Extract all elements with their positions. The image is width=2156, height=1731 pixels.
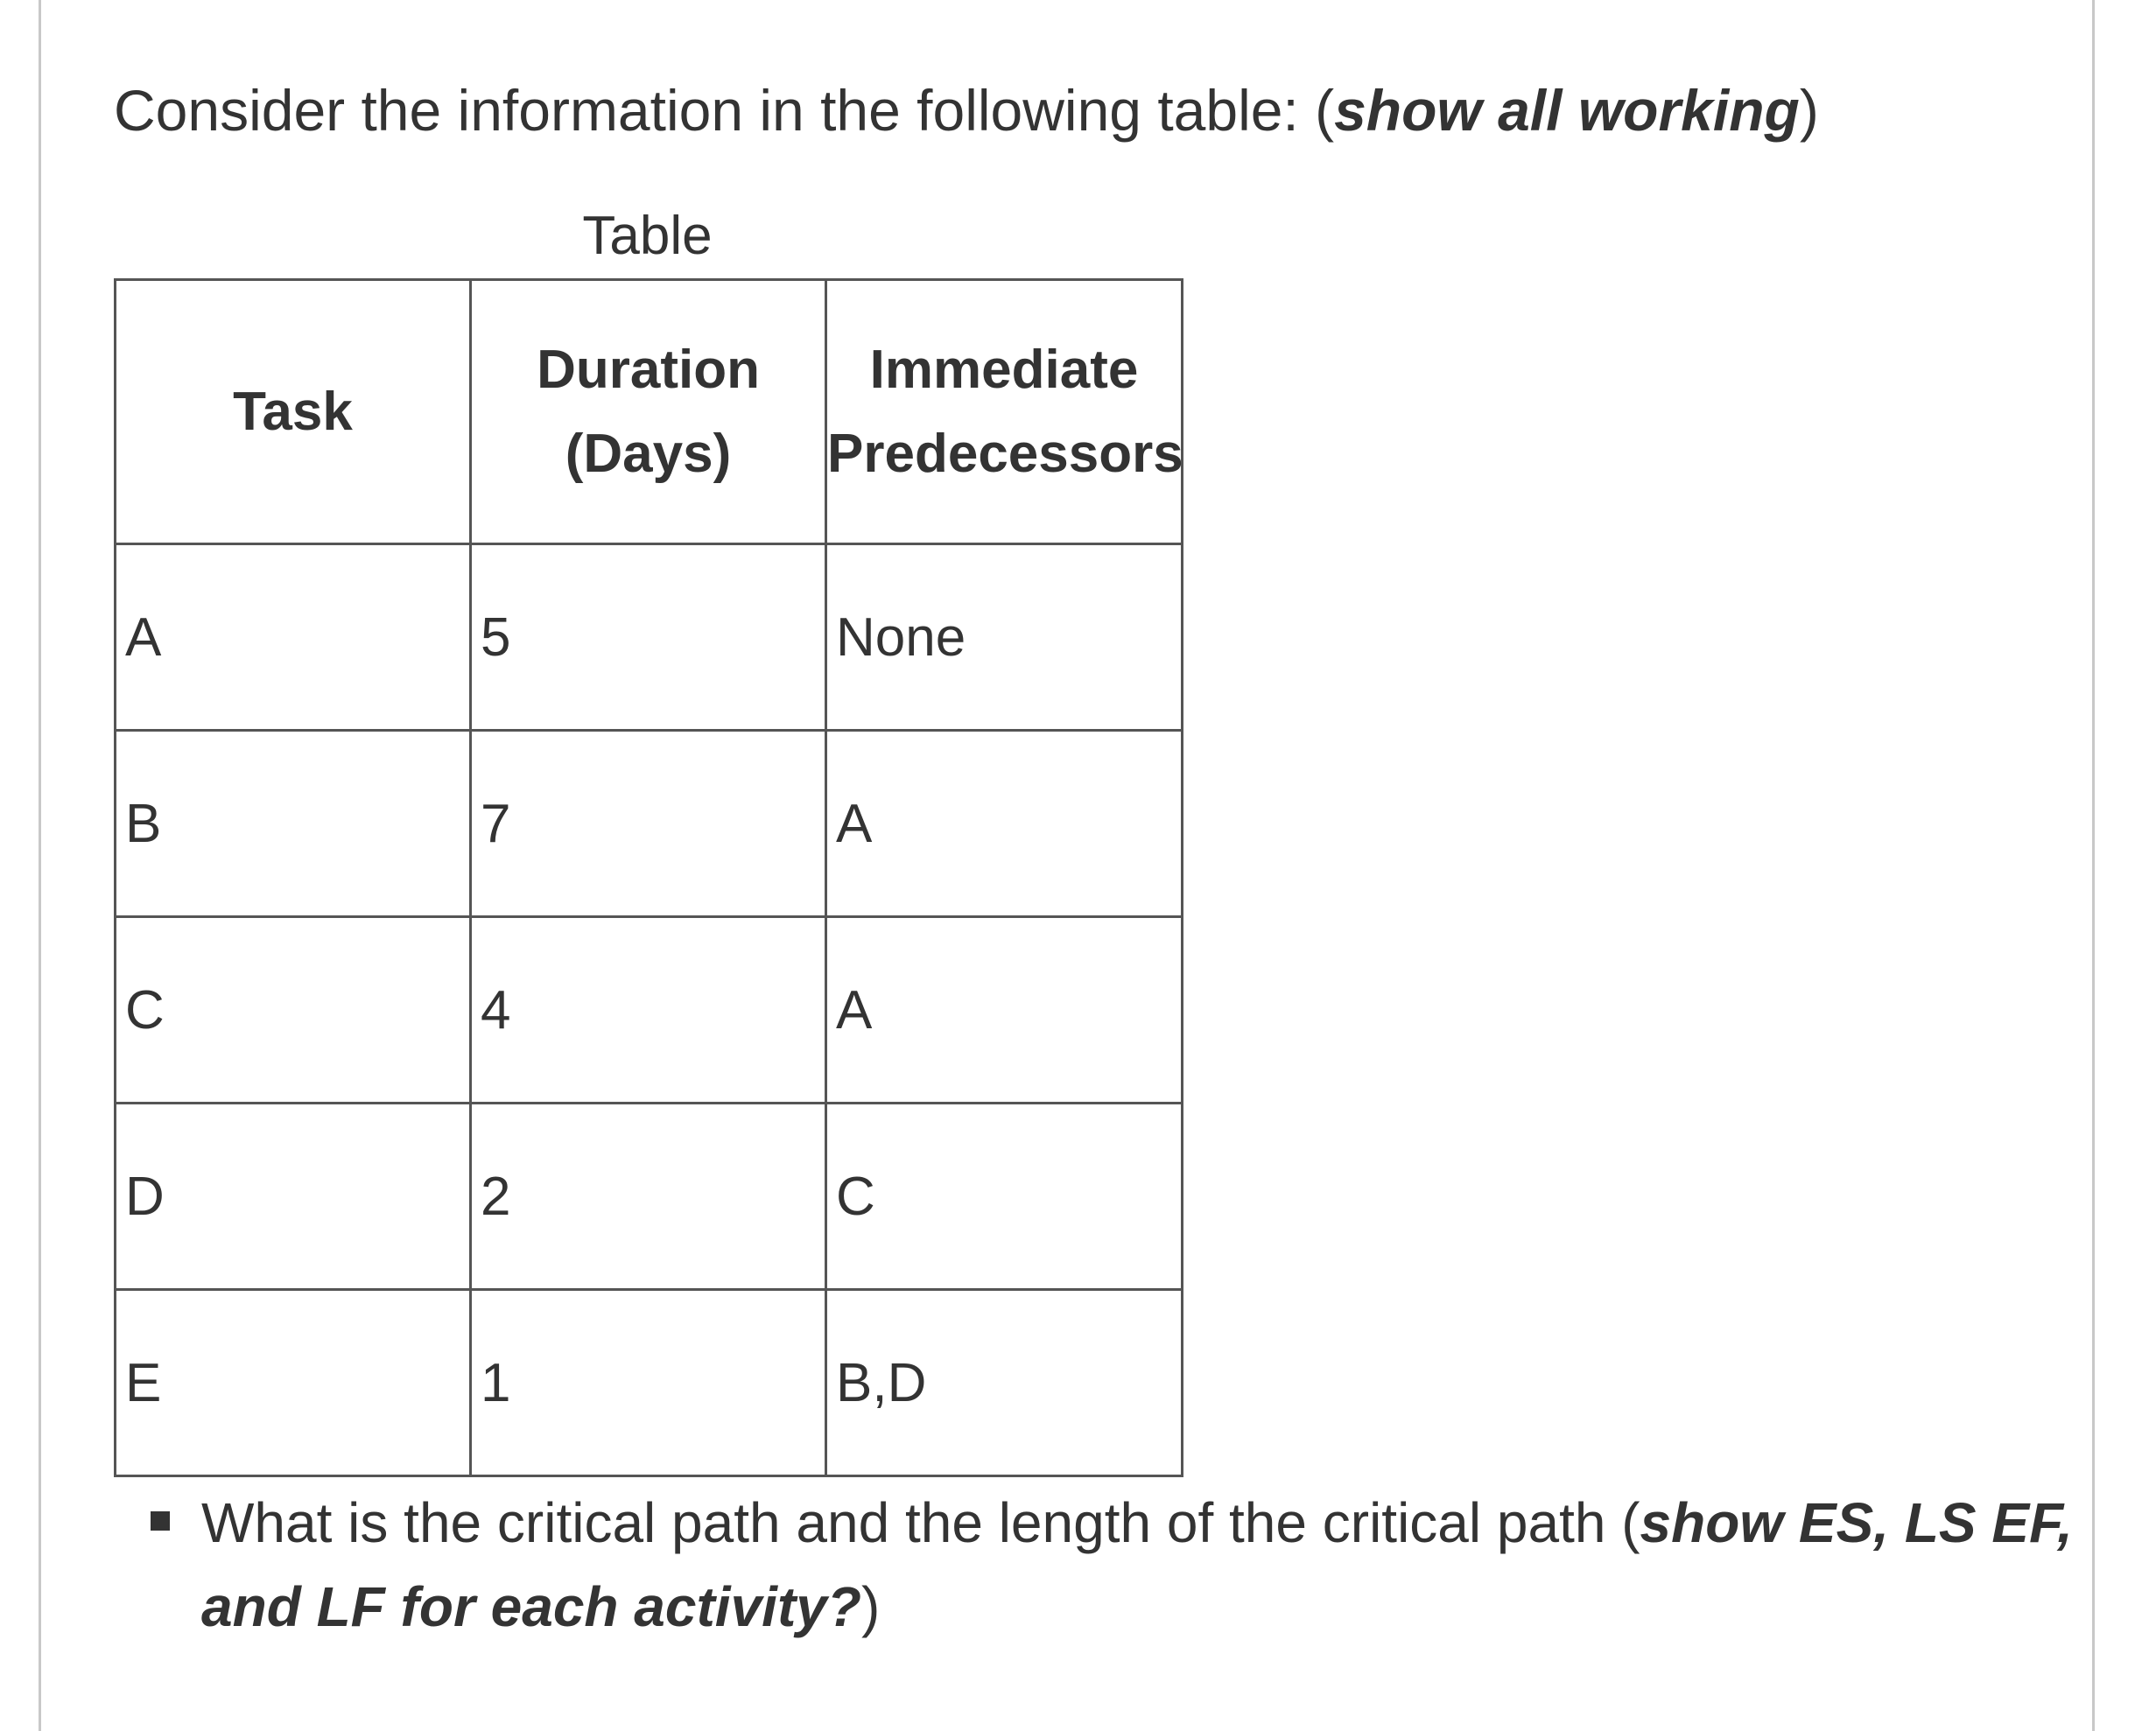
table-row xyxy=(116,917,1183,1104)
question-lead: What is the critical path and the length of the critical path ( xyxy=(201,1491,1640,1554)
header-predecessors-line2: Predecessors xyxy=(827,423,1183,484)
cell-task: A xyxy=(116,544,471,731)
header-predecessors xyxy=(826,280,1183,544)
question-text xyxy=(201,1481,2075,1649)
table-row xyxy=(116,731,1183,917)
table-row xyxy=(116,1104,1183,1290)
cell-task: D xyxy=(116,1104,471,1290)
cell-duration: 5 xyxy=(471,544,826,731)
cell-duration: 2 xyxy=(471,1104,826,1290)
cell-task: B xyxy=(116,731,471,917)
header-task-label: Task xyxy=(233,381,353,442)
cell-task: E xyxy=(116,1290,471,1476)
cell-duration: 4 xyxy=(471,917,826,1104)
table-caption: Table xyxy=(582,206,713,266)
question-close: ) xyxy=(860,1575,881,1638)
square-bullet-icon xyxy=(151,1511,170,1531)
cell-predecessors: B,D xyxy=(826,1290,1183,1476)
intro-lead: Consider the information in the following table: ( xyxy=(114,78,1335,143)
task-table xyxy=(114,278,1183,1477)
header-duration-line1: Duration xyxy=(537,339,760,400)
table-row xyxy=(116,544,1183,731)
intro-emphasis: show all working xyxy=(1334,78,1800,143)
table-header-row xyxy=(116,280,1183,544)
cell-task: C xyxy=(116,917,471,1104)
header-task xyxy=(116,280,471,544)
header-duration xyxy=(471,280,826,544)
cell-duration: 1 xyxy=(471,1290,826,1476)
intro-text xyxy=(114,75,1819,145)
intro-close: ) xyxy=(1799,78,1819,143)
cell-predecessors: C xyxy=(826,1104,1183,1290)
cell-predecessors: A xyxy=(826,731,1183,917)
header-duration-line2: (Days) xyxy=(565,423,732,484)
cell-predecessors: None xyxy=(826,544,1183,731)
cell-duration: 7 xyxy=(471,731,826,917)
table-row xyxy=(116,1290,1183,1476)
header-predecessors-line1: Immediate xyxy=(869,339,1139,400)
cell-predecessors: A xyxy=(826,917,1183,1104)
question-emphasis: show ES, LS EF, and LF for each activity? xyxy=(201,1491,2073,1638)
